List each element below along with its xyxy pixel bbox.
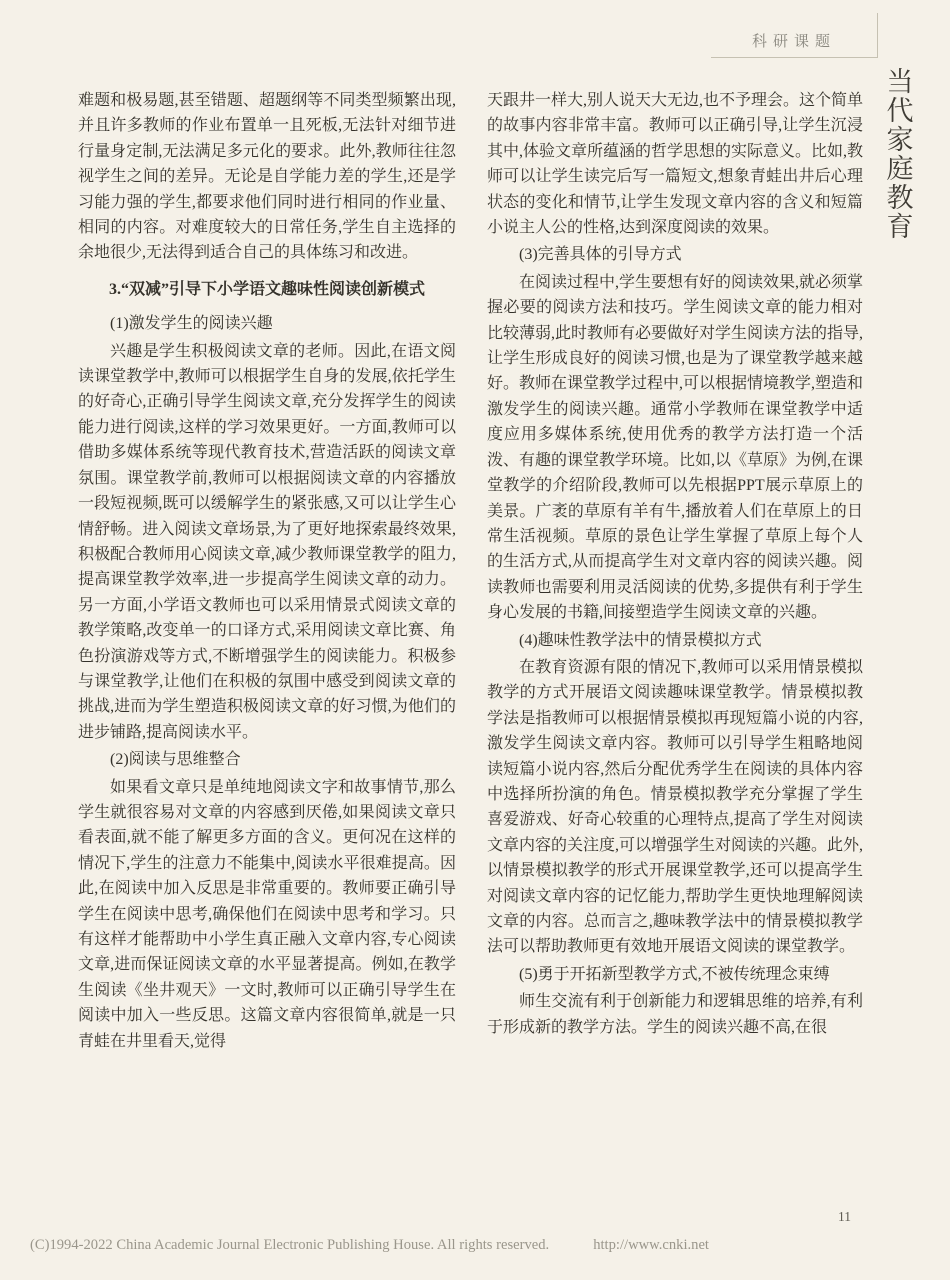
journal-title-char: 当	[886, 67, 914, 97]
header-horizontal-rule	[711, 57, 878, 58]
page-number: 11	[838, 1209, 851, 1224]
header-vertical-rule	[877, 13, 878, 57]
subsection-heading: (1)激发学生的阅读兴趣	[110, 315, 273, 333]
copyright-footer	[30, 1237, 930, 1254]
paragraph: 师生交流有利于创新能力和逻辑思维的培养,有利于形成新的教学方法。学生的阅读兴趣不高,在很	[487, 993, 863, 1036]
journal-title-vertical	[881, 68, 919, 242]
paragraph: 天跟井一样大,别人说天大无边,也不予理会。这个简单的故事内容非常丰富。教师可以正确引导,让学生沉浸其中,体验文章所蕴涵的哲学思想的实际意义。比如,教师可以让学生读完后写一篇短文,想象青蛙出井后心理状态的变化和情节,让学生发现文章内容的含义和短篇小说主人公的性格,达到深度阅读的效果。	[487, 92, 864, 237]
journal-title-char: 庭	[886, 154, 914, 184]
subsection-heading: (3)完善具体的引导方式	[519, 246, 682, 264]
journal-title-char: 家	[886, 125, 914, 155]
subsection-heading: (4)趣味性教学法中的情景模拟方式	[519, 631, 762, 649]
paragraph: 如果看文章只是单纯地阅读文字和故事情节,那么学生就很容易对文章的内容感到厌倦,如果阅读文章只看表面,就不能了解更多方面的含义。更何况在这样的情况下,学生的注意力不能集中,阅读水平很难提高。因此,在阅读中加入反思是非常重要的。教师要正确引导学生在阅读中思考,确保他们在阅读中思考和学习。只有这样才能帮助中小学生真正融入文章内容,专心阅读文章,进而保证阅读文章的水平显著提高。例如,在教学生阅读《坐井观天》一文时,教师可以正确引导学生在阅读中加入一些反思。这篇文章内容很简单,就是一只青蛙在井里看天,觉得	[78, 778, 456, 1050]
subsection-heading: (2)阅读与思维整合	[110, 751, 241, 769]
section-heading: 3.“双减”引导下小学语文趣味性阅读创新模式	[108, 280, 425, 298]
paragraph: 在教育资源有限的情况下,教师可以采用情景模拟教学的方式开展语文阅读趣味课堂教学。情景模拟教学法是指教师可以根据情景模拟再现短篇小说的内容,激发学生阅读文章内容。教师可以引导学生粗略地阅读短篇小说内容,然后分配优秀学生在阅读的具体内容中选择所扮演的角色。情景模拟教学充分掌握了学生喜爱游戏、好奇心较重的心理特点,提高了学生对阅读文章内容的关注度,可以增强学生对阅读的兴趣。此外,以情景模拟教学的形式开展课堂教学,还可以提高学生对阅读文章内容的记忆能力,帮助学生更快地理解阅读文章的内容。总而言之,趣味教学法中的情景模拟教学法可以帮助教师更有效地开展语文阅读的课堂教学。	[487, 658, 864, 956]
paragraph: 在阅读过程中,学生要想有好的阅读效果,就必须掌握必要的阅读方法和技巧。学生阅读文章的能力相对比较薄弱,此时教师有必要做好对学生阅读方法的指导,让学生形成良好的阅读习惯,也是为了课堂教学越来越好。教师在课堂教学过程中,可以根据情境教学,塑造和激发学生的阅读兴趣。通常小学教师在课堂教学中适度应用多媒体系统,使用优秀的教学方法打造一个活泼、有趣的课堂教学环境。比如,以《草原》为例,在课堂教学的介绍阶段,教师可以先根据PPT展示草原上的美景。广袤的草原有羊有牛,播放着人们在草原上的日常生活视频。草原的景色让学生掌握了草原上每个人的生活方式,从而提高学生对文章内容的阅读兴趣。阅读教师也需要利用灵活阅读的优势,多提供有利于学生身心发展的书籍,间接塑造学生阅读文章的兴趣。	[487, 273, 864, 622]
copyright-text: (C)1994-2022 China Academic Journal Electronic Publishing House. All rights reserved.	[30, 1237, 550, 1253]
publisher-url: http://www.cnki.net	[593, 1237, 709, 1253]
section-header-label: 科研课题	[752, 34, 837, 50]
paragraph: 兴趣是学生积极阅读文章的老师。因此,在语文阅读课堂教学中,教师可以根据学生自身的发展,依托学生的好奇心,正确引导学生阅读文章,充分发挥学生的阅读能力进行阅读,这样的学习效果更好。一方面,教师可以借助多媒体系统等现代教育技术,营造活跃的阅读文章氛围。课堂教学前,教师可以根据阅读文章的内容播放一段短视频,既可以缓解学生的紧张感,又可以让学生心情舒畅。进入阅读文章场景,为了更好地探索最终效果,积极配合教师用心阅读文章,减少教师课堂教学的阻力,提高课堂教学效率,进一步提高学生阅读文章的动力。另一方面,小学语文教师也可以采用情景式阅读文章的教学策略,改变单一的口译方式,采用阅读文章比赛、角色扮演游戏等方式,不断增强学生的阅读能力。积极参与课堂教学,让他们在积极的氛围中感受到阅读文章的挑战,进而为学生塑造积极阅读文章的好习惯,为他们的进步铺路,提高阅读水平。	[78, 342, 456, 741]
journal-title-char: 育	[886, 212, 914, 242]
column-right	[487, 88, 863, 1040]
paragraph: 难题和极易题,甚至错题、超题纲等不同类型频繁出现,并且许多教师的作业布置单一且死板,无法针对细节进行量身定制,无法满足多元化的要求。此外,教师往往忽视学生之间的差异。无论是自学能力差的学生,还是学习能力强的学生,都要求他们同时进行相同的作业量、相同的内容。对难度较大的日常任务,学生自主选择的余地很少,无法得到适合自己的具体练习和改进。	[78, 92, 456, 262]
journal-title-char: 代	[886, 96, 914, 126]
journal-title-char: 教	[886, 183, 914, 213]
subsection-heading: (5)勇于开拓新型教学方式,不被传统理念束缚	[519, 965, 830, 983]
column-left	[78, 88, 456, 1054]
